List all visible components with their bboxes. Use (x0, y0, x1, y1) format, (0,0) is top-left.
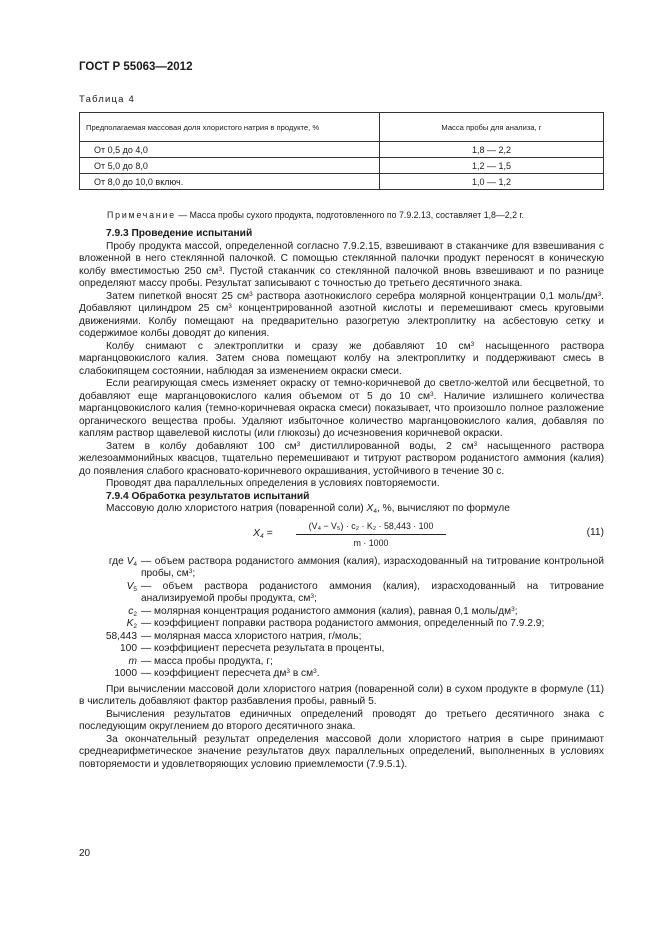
table-header-range: Предполагаемая массовая доля хлористого натрия в продукте, % (80, 113, 380, 142)
paragraph: Затем пипеткой вносят 25 $см^3$ раствора азотнокислого серебра молярной концентрации 0,1 моль/$дм^3$. Добавляют цилиндром 25 $см^3$ концентрированной азотной кислоты и перемешивают смесь круговыми движениями. Колбу помещают на предварительно разогретую электроплитку на асбестовую сетку и содержимое колбы доводят до кипения. (79, 290, 604, 339)
table-cell-mass: 1,8 — 2,2 (380, 142, 604, 158)
formula-definitions (79, 556, 604, 681)
definition-row: где $V_4$ — объем раствора роданистого аммония (калия), израсходованный на титрование контрольной пробы, $см^3$; (108, 555, 604, 579)
definition-row: m — масса пробы продукта, г; (128, 655, 273, 667)
paragraph: Колбу снимают с электроплитки и сразу же добавляют 10 $см^3$ насыщенного раствора марганцовокислого калия. Затем снова помещают колбу на электроплитку и поддерживают смесь в слабокипящем состоянии, наблюдая за изменением окраски смеси. (79, 340, 604, 377)
definition-row: $K_2$ — коэффициент поправки раствора роданистого аммония, определенный по 7.9.2.9; (126, 618, 545, 630)
table-cell-mass: 1,2 — 1,5 (380, 158, 604, 174)
paragraph: Массовую долю хлористого натрия (поваренной соли) $X_4$, %, вычисляют по формуле (106, 503, 510, 515)
table-cell-range: От 0,5 до 4,0 (80, 142, 380, 158)
paragraph: За окончательный результат определения массовой доли хлористого натрия в сыре принимают среднеарифметическое значение результатов двух параллельных определений, выполненных в условиях повторяемости и удовлетворяющих условию приемлемости (7.9.5.1). (79, 733, 604, 770)
paragraph: Вычисления результатов единичных определений проводят до третьего десятичного знака с последующим округлением до второго десятичного знака. (79, 708, 604, 732)
formula-denominator: m · 1000 (353, 538, 389, 548)
definition-row: 58,443 — молярная масса хлористого натрия, г/моль; (105, 630, 362, 642)
formula-numerator: (V₄ − V₅) · c₂ · K₂ · 58,443 · 100 (296, 519, 446, 536)
table-row (80, 142, 604, 158)
table-cell-mass: 1,0 — 1,2 (380, 174, 604, 190)
note-text: — Масса пробы сухого продукта, подготовленного по 7.9.2.13, составляет 1,8—2,2 г. (175, 210, 524, 220)
formula-number: (11) (586, 526, 604, 538)
page-number: 20 (79, 848, 91, 859)
table-row (80, 174, 604, 190)
definition-row: $V_5$ — объем раствора роданистого аммония (калия), израсходованный на титрование анализируемой пробы продукта, $см^3$; (126, 580, 604, 604)
table-caption: Таблица 4 (79, 94, 135, 105)
paragraph: Проводят два параллельных определения в условиях повторяемости. (106, 478, 440, 489)
section-heading: 7.9.4 Обработка результатов испытаний (106, 490, 310, 502)
paragraph: При вычислении массовой доли хлористого натрия (поваренной соли) в сухом продукте в формуле (11) в числитель добавляют фактор разбавления пробы, равный 5. (79, 683, 604, 707)
section-heading: 7.9.3 Проведение испытаний (106, 228, 253, 239)
body-text (79, 228, 604, 771)
definition-row: 100 — коэффициент пересчета результата в проценты, (120, 643, 385, 654)
formula-11 (79, 516, 604, 556)
definition-row: 1000 — коэффициент пересчета $дм^3$ в $см^3$. (114, 668, 320, 679)
formula-fraction (296, 519, 446, 550)
table-row (80, 158, 604, 174)
note-label: Примечание (107, 210, 176, 220)
document-header: ГОСТ Р 55063—2012 (79, 61, 193, 73)
mass-table (79, 112, 604, 190)
definition-row: $c_2$ — молярная концентрация роданистого аммония (калия), равная 0,1 моль/$дм^3$; (128, 605, 518, 618)
table-header-mass: Масса пробы для анализа, г (380, 113, 604, 142)
table-note (107, 210, 524, 220)
table-cell-range: От 5,0 до 8,0 (80, 158, 380, 174)
table-cell-range: От 8,0 до 10,0 включ. (80, 174, 380, 190)
paragraph: Если реагирующая смесь изменяет окраску от темно-коричневой до светло-желтой или бесцветной, то добавляют еще марганцовокислого калия объемом от 5 до 10 $см^3$. Наличие излишнего количества марганцовокислого калия (темно-коричневая окраска смеси) показывает, что произошло полное разложение органического вещества пробы. Удаляют избыточное количество марганцовокислого калия, добавляя по каплям раствор щавелевой кислоты (или глюкозы) до исчезновения коричневой окраски. (79, 378, 604, 439)
paragraph: Затем в колбу добавляют 100 $см^3$ дистиллированной воды, 2 $см^3$ насыщенного раствора железоаммонийных квасцов, тщательно перемешивают и титруют раствором роданистого аммония (калия) до появления слабого красновато-коричневого окрашивания, устойчивого в течение 30 с. (79, 440, 604, 477)
table-header-row (80, 113, 604, 142)
paragraph: Пробу продукта массой, определенной согласно 7.9.2.15, взвешивают в стаканчике для взвешивания с вложенной в него стеклянной палочкой. С помощью стеклянной палочки продукт переносят в коническую колбу вместимостью 250 $см^3$. Пустой стаканчик со стеклянной палочкой вновь взвешивают и по разнице определяют массу пробы. Результат записывают с точностью до третьего десятичного знака. (79, 240, 604, 289)
formula-lhs: $X_4$ = (253, 526, 273, 540)
